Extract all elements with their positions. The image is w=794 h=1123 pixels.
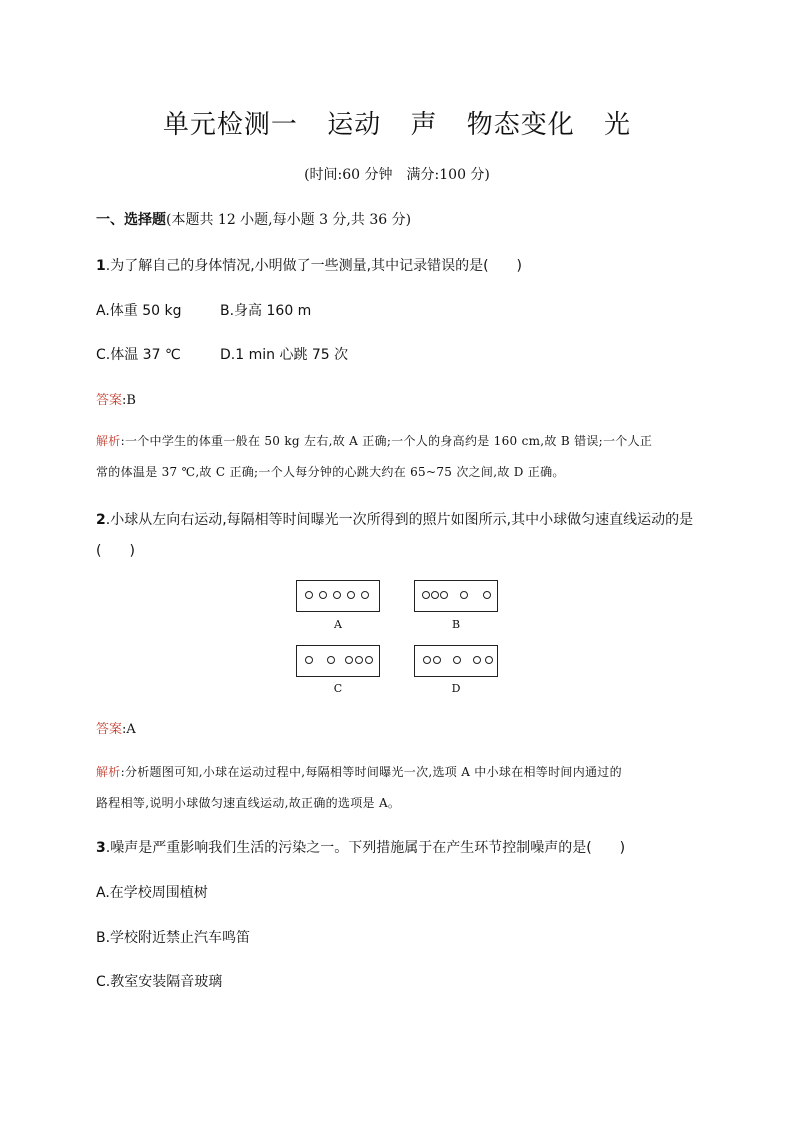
section-heading [96,209,411,229]
question-bracket: ( ) [96,543,135,559]
question-text: .小球从左向右运动,每隔相等时间曝光一次所得到的照片如图所示,其中小球做匀速直线运动的是 [105,512,694,528]
option-a: A.在学校周围植树 [96,885,208,901]
exam-info: (时间:60 分钟 满分:100 分) [304,167,490,183]
ball [423,656,431,664]
explanation-label: 解析 [96,434,121,448]
ball [433,656,441,664]
question-2 [96,509,693,529]
section-title: 一、选择题 [96,212,166,228]
ball [365,656,373,664]
title-part: 声 [410,110,438,140]
answer-label: 答案 [96,722,123,737]
section-note: (本题共 12 小题,每小题 3 分,共 36 分) [166,212,412,228]
explanation-line: 常的体温是 37 ℃,故 C 正确;一个人每分钟的心跳大约在 65~75 次之间,故 D 正确。 [96,465,565,479]
ball [345,656,353,664]
figure-label-d: D [451,682,461,695]
ball [305,656,313,664]
explanation-line: 路程相等,说明小球做匀速直线运动,故正确的选项是 A。 [96,796,401,810]
figure-label-b: B [451,618,461,631]
ball [453,656,461,664]
question-text: .噪声是严重影响我们生活的污染之一。下列措施属于在产生环节控制噪声的是( ) [105,840,626,856]
ball [347,591,355,599]
ball [483,591,491,599]
question-number: 1 [96,258,106,274]
option-b: B.学校附近禁止汽车鸣笛 [96,930,251,946]
title-part: 运动 [327,110,382,140]
figure-label-a: A [334,618,342,631]
explanation-text: :分析题图可知,小球在运动过程中,每隔相等时间曝光一次,选项 A 中小球在相等时间内通过的 [120,765,622,779]
option-c: C.教室安装隔音玻璃 [96,974,223,990]
question-3 [96,837,625,857]
ball [431,591,439,599]
question-text: .为了解自己的身体情况,小明做了一些测量,其中记录错误的是( ) [105,258,523,274]
question-number: 3 [96,840,106,856]
title-part: 物态变化 [466,110,575,140]
ball [319,591,327,599]
title-part: 光 [604,110,632,140]
answer-value: :A [122,722,136,737]
question-1 [96,255,522,275]
figure-box-c [296,645,380,677]
explanation-line [96,763,622,780]
option-c: C.体温 37 ℃ [96,347,181,363]
ball [460,591,468,599]
ball [305,591,313,599]
option-b: B.身高 160 m [220,303,312,319]
answer [96,718,136,737]
question-number: 2 [96,512,106,528]
explanation-label: 解析 [96,765,121,779]
answer-label: 答案 [96,393,123,408]
ball [485,656,493,664]
ball [327,656,335,664]
figure-box-d [414,645,498,677]
ball [440,591,448,599]
title-part: 单元检测一 [162,110,298,140]
ball [422,591,430,599]
ball [361,591,369,599]
explanation-text: :一个中学生的体重一般在 50 kg 左右,故 A 正确;一个人的身高约是 160 cm,故 B 错误;一个人正 [120,434,653,448]
option-a: A.体重 50 kg [96,303,182,319]
figure-box-b [414,580,498,612]
answer-value: :B [122,393,136,408]
figure-label-c: C [333,682,343,695]
explanation-line [96,432,652,449]
answer [96,389,136,408]
page-title [0,104,794,141]
figure-box-a [296,580,380,612]
ball [473,656,481,664]
ball [333,591,341,599]
ball [355,656,363,664]
option-d: D.1 min 心跳 75 次 [220,347,349,363]
